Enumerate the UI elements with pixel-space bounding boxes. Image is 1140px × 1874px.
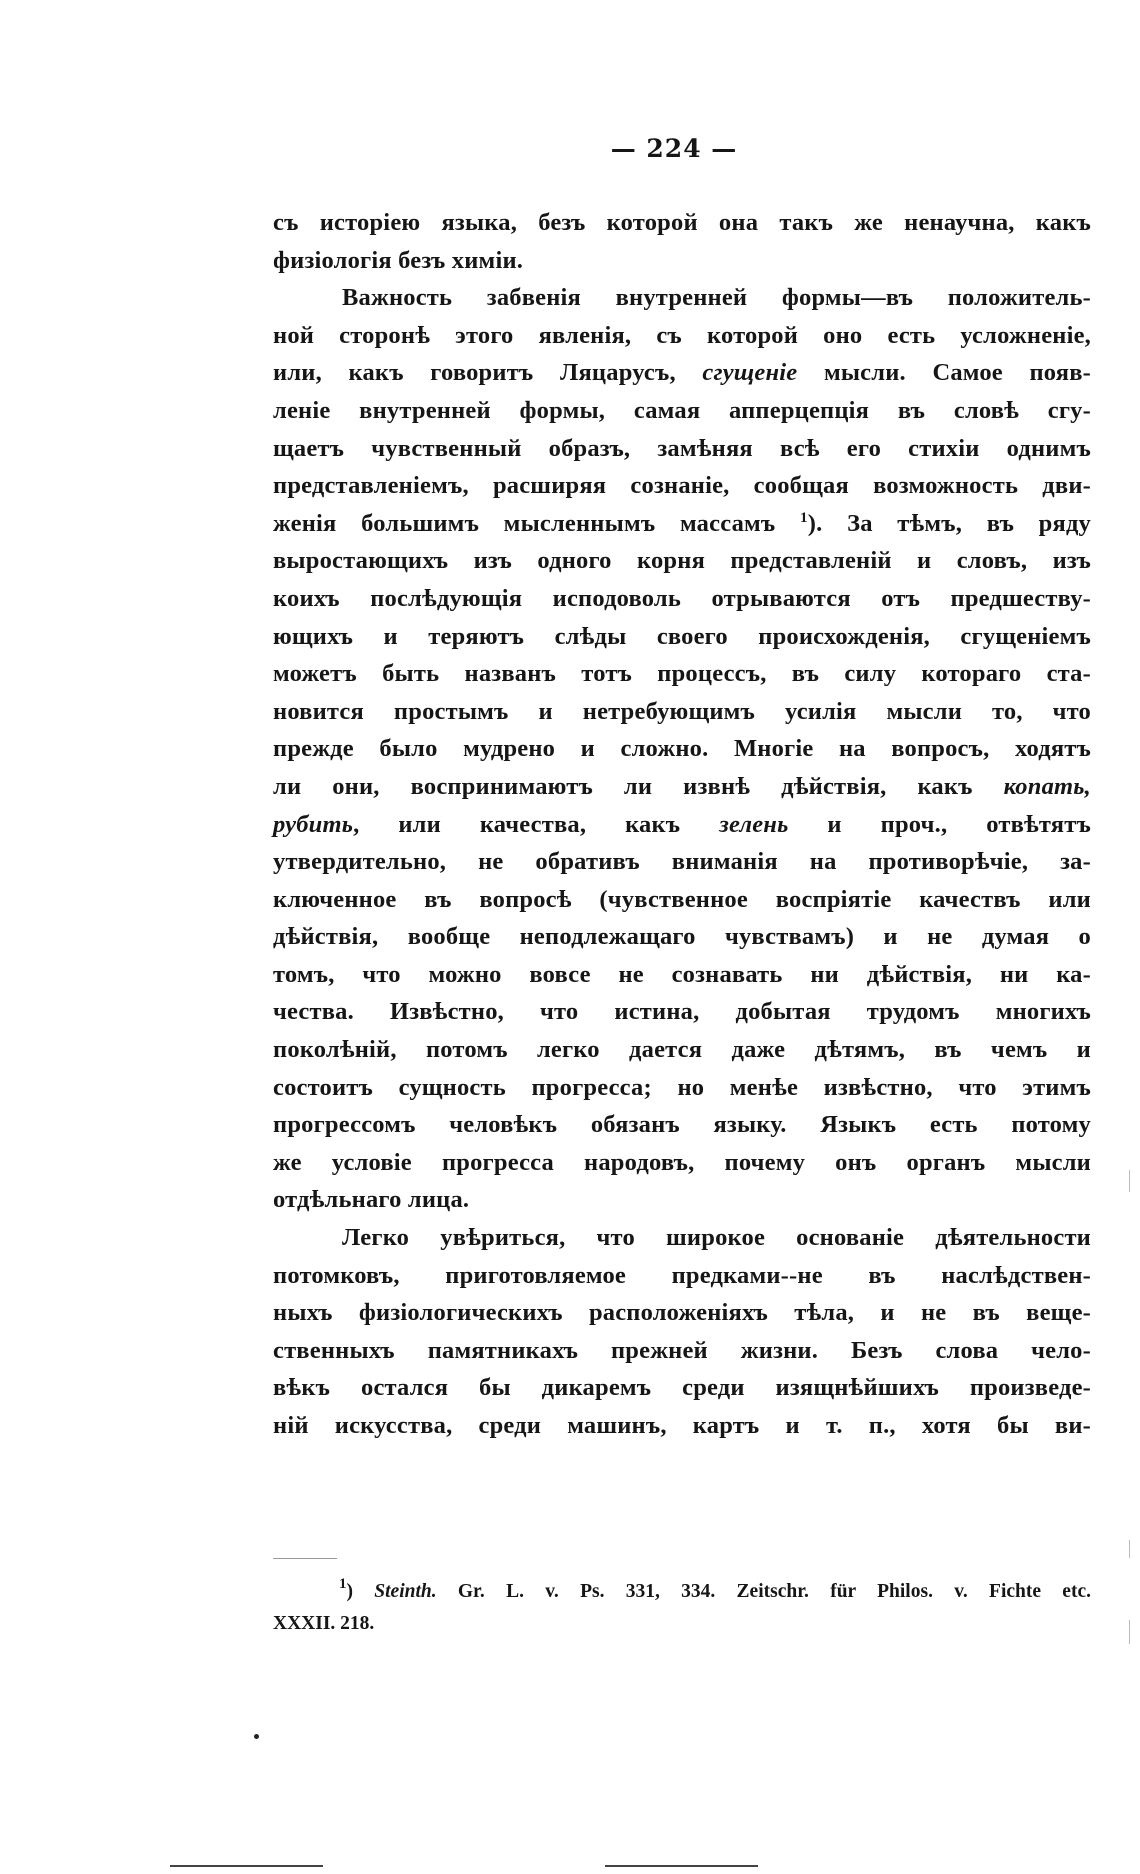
bottom-rule [605, 1865, 758, 1867]
text-line: Важность забвенія внутренней формы—въ положитель- [342, 284, 1091, 312]
text-line: Легко увѣриться, что широкое основаніе дѣятельности [342, 1224, 1091, 1252]
text-line [273, 505, 1091, 543]
text-fragment: , [353, 810, 360, 838]
text-line: выростающихъ изъ одного корня представленій и словъ, изъ [273, 547, 1091, 575]
text-fragment: ли они, воспринимаютъ ли извнѣ дѣйствія, какъ [273, 772, 973, 800]
text-line: же условіе прогресса народовъ, почему онъ органъ мысли [273, 1148, 1091, 1176]
text-fragment: и проч., отвѣтятъ [827, 810, 1091, 838]
footnote [273, 1576, 1091, 1640]
footnote-marker: 1 [339, 1576, 347, 1592]
footnote-author: Steinth. [374, 1581, 437, 1602]
text-line: чества. Извѣстно, что истина, добытая трудомъ многихъ [273, 998, 1091, 1026]
text-line: дѣйствія, вообще неподлежащаго чувствамъ) и не думая о [273, 923, 1091, 951]
text-line: томъ, что можно вовсе не сознавать ни дѣйствія, ни ка- [273, 960, 1091, 988]
text-line: отдѣльнаго лица. [273, 1186, 470, 1214]
text-line: щаетъ чувственный образъ, замѣняя всѣ его стихіи однимъ [273, 434, 1091, 462]
bottom-rule [170, 1865, 323, 1867]
text-line: можетъ быть названъ тотъ процессъ, въ силу котораго ста- [273, 660, 1091, 688]
text-line: вѣкъ остался бы дикаремъ среди изящнѣйшихъ произведе- [273, 1374, 1091, 1402]
text-line: прежде было мудрено и сложно. Многіе на вопросъ, ходятъ [273, 735, 1091, 763]
text-line: потомковъ, приготовляемое предками--не въ наслѣдствен- [273, 1261, 1091, 1289]
text-line: коихъ послѣдующія исподоволь отрываются отъ предшеству- [273, 584, 1091, 612]
text-line: ключенное въ вопросѣ (чувственное воспріятіе качествъ или [273, 885, 1091, 913]
text-fragment: или качества, какъ [398, 810, 681, 838]
text-line [273, 806, 1091, 844]
italic-term: рубить [273, 810, 354, 838]
text-fragment: или, какъ говоритъ Ляцарусъ, [273, 359, 676, 387]
footnote-line: XXXII. 218. [273, 1613, 375, 1634]
text-fragment: женія большимъ мысленнымъ массамъ [273, 509, 776, 537]
text-fragment: мысли. Самое появ- [823, 359, 1092, 387]
footnote-line: $^1$) Steinth. Gr. L. v. Ps. 331, 334. Zeitschr. für Philos. v. Fichte etc. [339, 1576, 1091, 1602]
text-line: ственныхъ памятникахъ прежней жизни. Безъ слова чело- [273, 1336, 1091, 1364]
italic-term: сгущеніе [702, 359, 798, 387]
footnote-reference: 1 [800, 509, 808, 526]
text-line: ныхъ физіологическихъ расположеніяхъ тѣла, и не въ веще- [273, 1299, 1091, 1327]
text-line: физіологія безъ химіи. [273, 246, 524, 274]
text-line [273, 768, 1091, 806]
page-number: — 224 — [610, 134, 738, 163]
ink-dot [254, 1734, 259, 1739]
italic-term: копать, [1003, 772, 1091, 800]
text-line: прогрессомъ человѣкъ обязанъ языку. Языкъ есть потому [273, 1111, 1091, 1139]
text-line: леніе внутренней формы, самая апперцепція въ словѣ сгу- [273, 396, 1091, 424]
text-line: ній искусства, среди машинъ, картъ и т. п., хотя бы ви- [273, 1412, 1091, 1439]
text-line: утвердительно, не обративъ вниманія на противорѣчіе, за- [273, 848, 1091, 876]
text-line: ной сторонѣ этого явленія, съ которой оно есть усложненіе, [273, 321, 1091, 349]
text-fragment: ). За тѣмъ, въ ряду [807, 509, 1092, 537]
text-line: съ исторіею языка, безъ которой она такъ же ненаучна, какъ [273, 209, 1091, 236]
text-line: ющихъ и теряютъ слѣды своего происхожденія, сгущеніемъ [273, 622, 1091, 650]
text-line: поколѣній, потомъ легко дается даже дѣтямъ, въ чемъ и [273, 1036, 1091, 1064]
text-line: представленіемъ, расширяя сознаніе, сообщая возможность дви- [273, 472, 1091, 500]
footnote-separator [273, 1558, 337, 1559]
text-line [273, 354, 1091, 392]
edge-mark [1129, 1620, 1130, 1644]
edge-mark [1129, 1540, 1130, 1558]
text-line: новится простымъ и нетребующимъ усилія мысли то, что [273, 697, 1091, 725]
main-text [273, 204, 1091, 1445]
edge-mark [1129, 1170, 1130, 1192]
text-line: состоитъ сущность прогресса; но менѣе извѣстно, что этимъ [273, 1073, 1091, 1101]
footnote-citation: Gr. L. v. Ps. 331, 334. Zeitschr. für Philos. v. Fichte etc. [457, 1581, 1091, 1602]
italic-term: зелень [719, 810, 789, 838]
